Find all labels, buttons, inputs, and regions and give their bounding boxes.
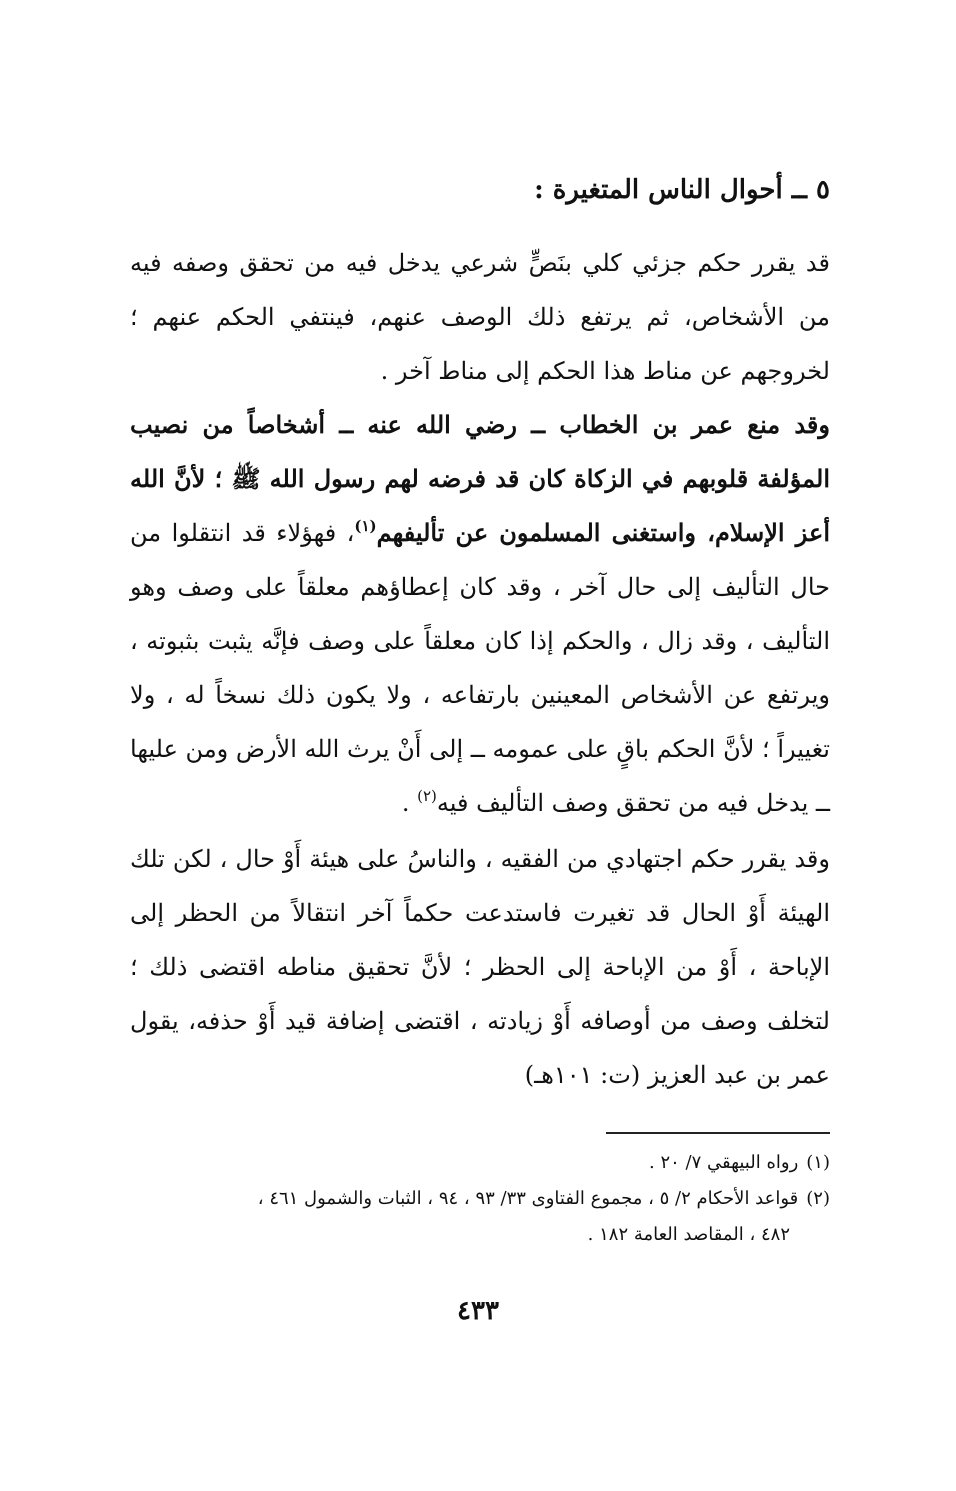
paragraph-2-text: ، فهؤلاء قد انتقلوا من حال التأليف إلى حال آخر ، وقد كان إعطاؤهم معلقاً على وصف وهو التأليف ، وقد زال ، والحكم إذا كان معلقاً على وصف فإنَّه يثبت بثبوته ، ويرتفع عن الأشخاص المعينين بارتفاعه ، ولا يكون ذلك نسخاً له ، ولا تغييراً ؛ لأنَّ الحكم باقٍ على عمومه ــ إلى أَنْ يرث الله الأرض ومن عليها ــ يدخل فيه من تحقق وصف التأليف فيه	[130, 519, 830, 817]
footnote-2-text: قواعد الأحكام ٢/ ٥ ، مجموع الفتاوى ٣٣/ ٩٣ ، ٩٤ ، الثبات والشمول ٤٦١ ،	[257, 1188, 799, 1209]
footnote-2	[130, 1181, 830, 1217]
page-number: ٤٣٣	[457, 1296, 499, 1326]
footnote-ref-1: (١)	[354, 517, 377, 535]
footnote-ref-2: (٢)	[417, 787, 437, 805]
paragraph-2-bold-text: وقد منع عمر بن الخطاب ــ رضي الله عنه ــ أشخاصاً من نصيب المؤلفة قلوبهم في الزكاة كان قد فرضه لهم رسول الله ﷺ ؛ لأنَّ الله أعز الإسلام، واستغنى المسلمون عن تأليفهم	[130, 410, 830, 547]
footnote-divider	[606, 1132, 830, 1134]
paragraph-2-end: .	[401, 789, 418, 817]
paragraph-3: وقد يقرر حكم اجتهادي من الفقيه ، والناسُ على هيئة أَوْ حال ، لكن تلك الهيئة أَوْ الحال قد تغيرت فاستدعت حكماً آخر انتقالاً من الحظر إلى الإباحة ، أَوْ من الإباحة إلى الحظر ؛ لأنَّ تحقيق مناطه اقتضى ذلك ؛ لتخلف وصف من أوصافه أَوْ زيادته ، اقتضى إضافة قيد أَوْ حذفه، يقول عمر بن عبد العزيز (ت: ١٠١هـ)	[130, 845, 830, 1089]
footnote-2-continuation: ٤٨٢ ، المقاصد العامة ١٨٢ .	[587, 1224, 790, 1245]
paragraph-2	[130, 398, 830, 830]
paragraph-1: قد يقرر حكم جزئي كلي بنَصٍّ شرعي يدخل فيه من تحقق وصفه فيه من الأشخاص، ثم يرتفع ذلك الوصف عنهم، فينتفي الحكم عنهم ؛ لخروجهم عن مناط هذا الحكم إلى مناط آخر .	[130, 249, 830, 385]
footnote-1-number: (١)	[806, 1152, 830, 1173]
footnotes	[130, 1145, 830, 1253]
footnote-1	[130, 1145, 830, 1181]
section-heading: ٥ ــ أحوال الناس المتغيرة :	[534, 175, 830, 205]
footnote-2-number: (٢)	[806, 1188, 830, 1209]
footnote-1-text: رواه البيهقي ٧/ ٢٠ .	[648, 1152, 799, 1173]
